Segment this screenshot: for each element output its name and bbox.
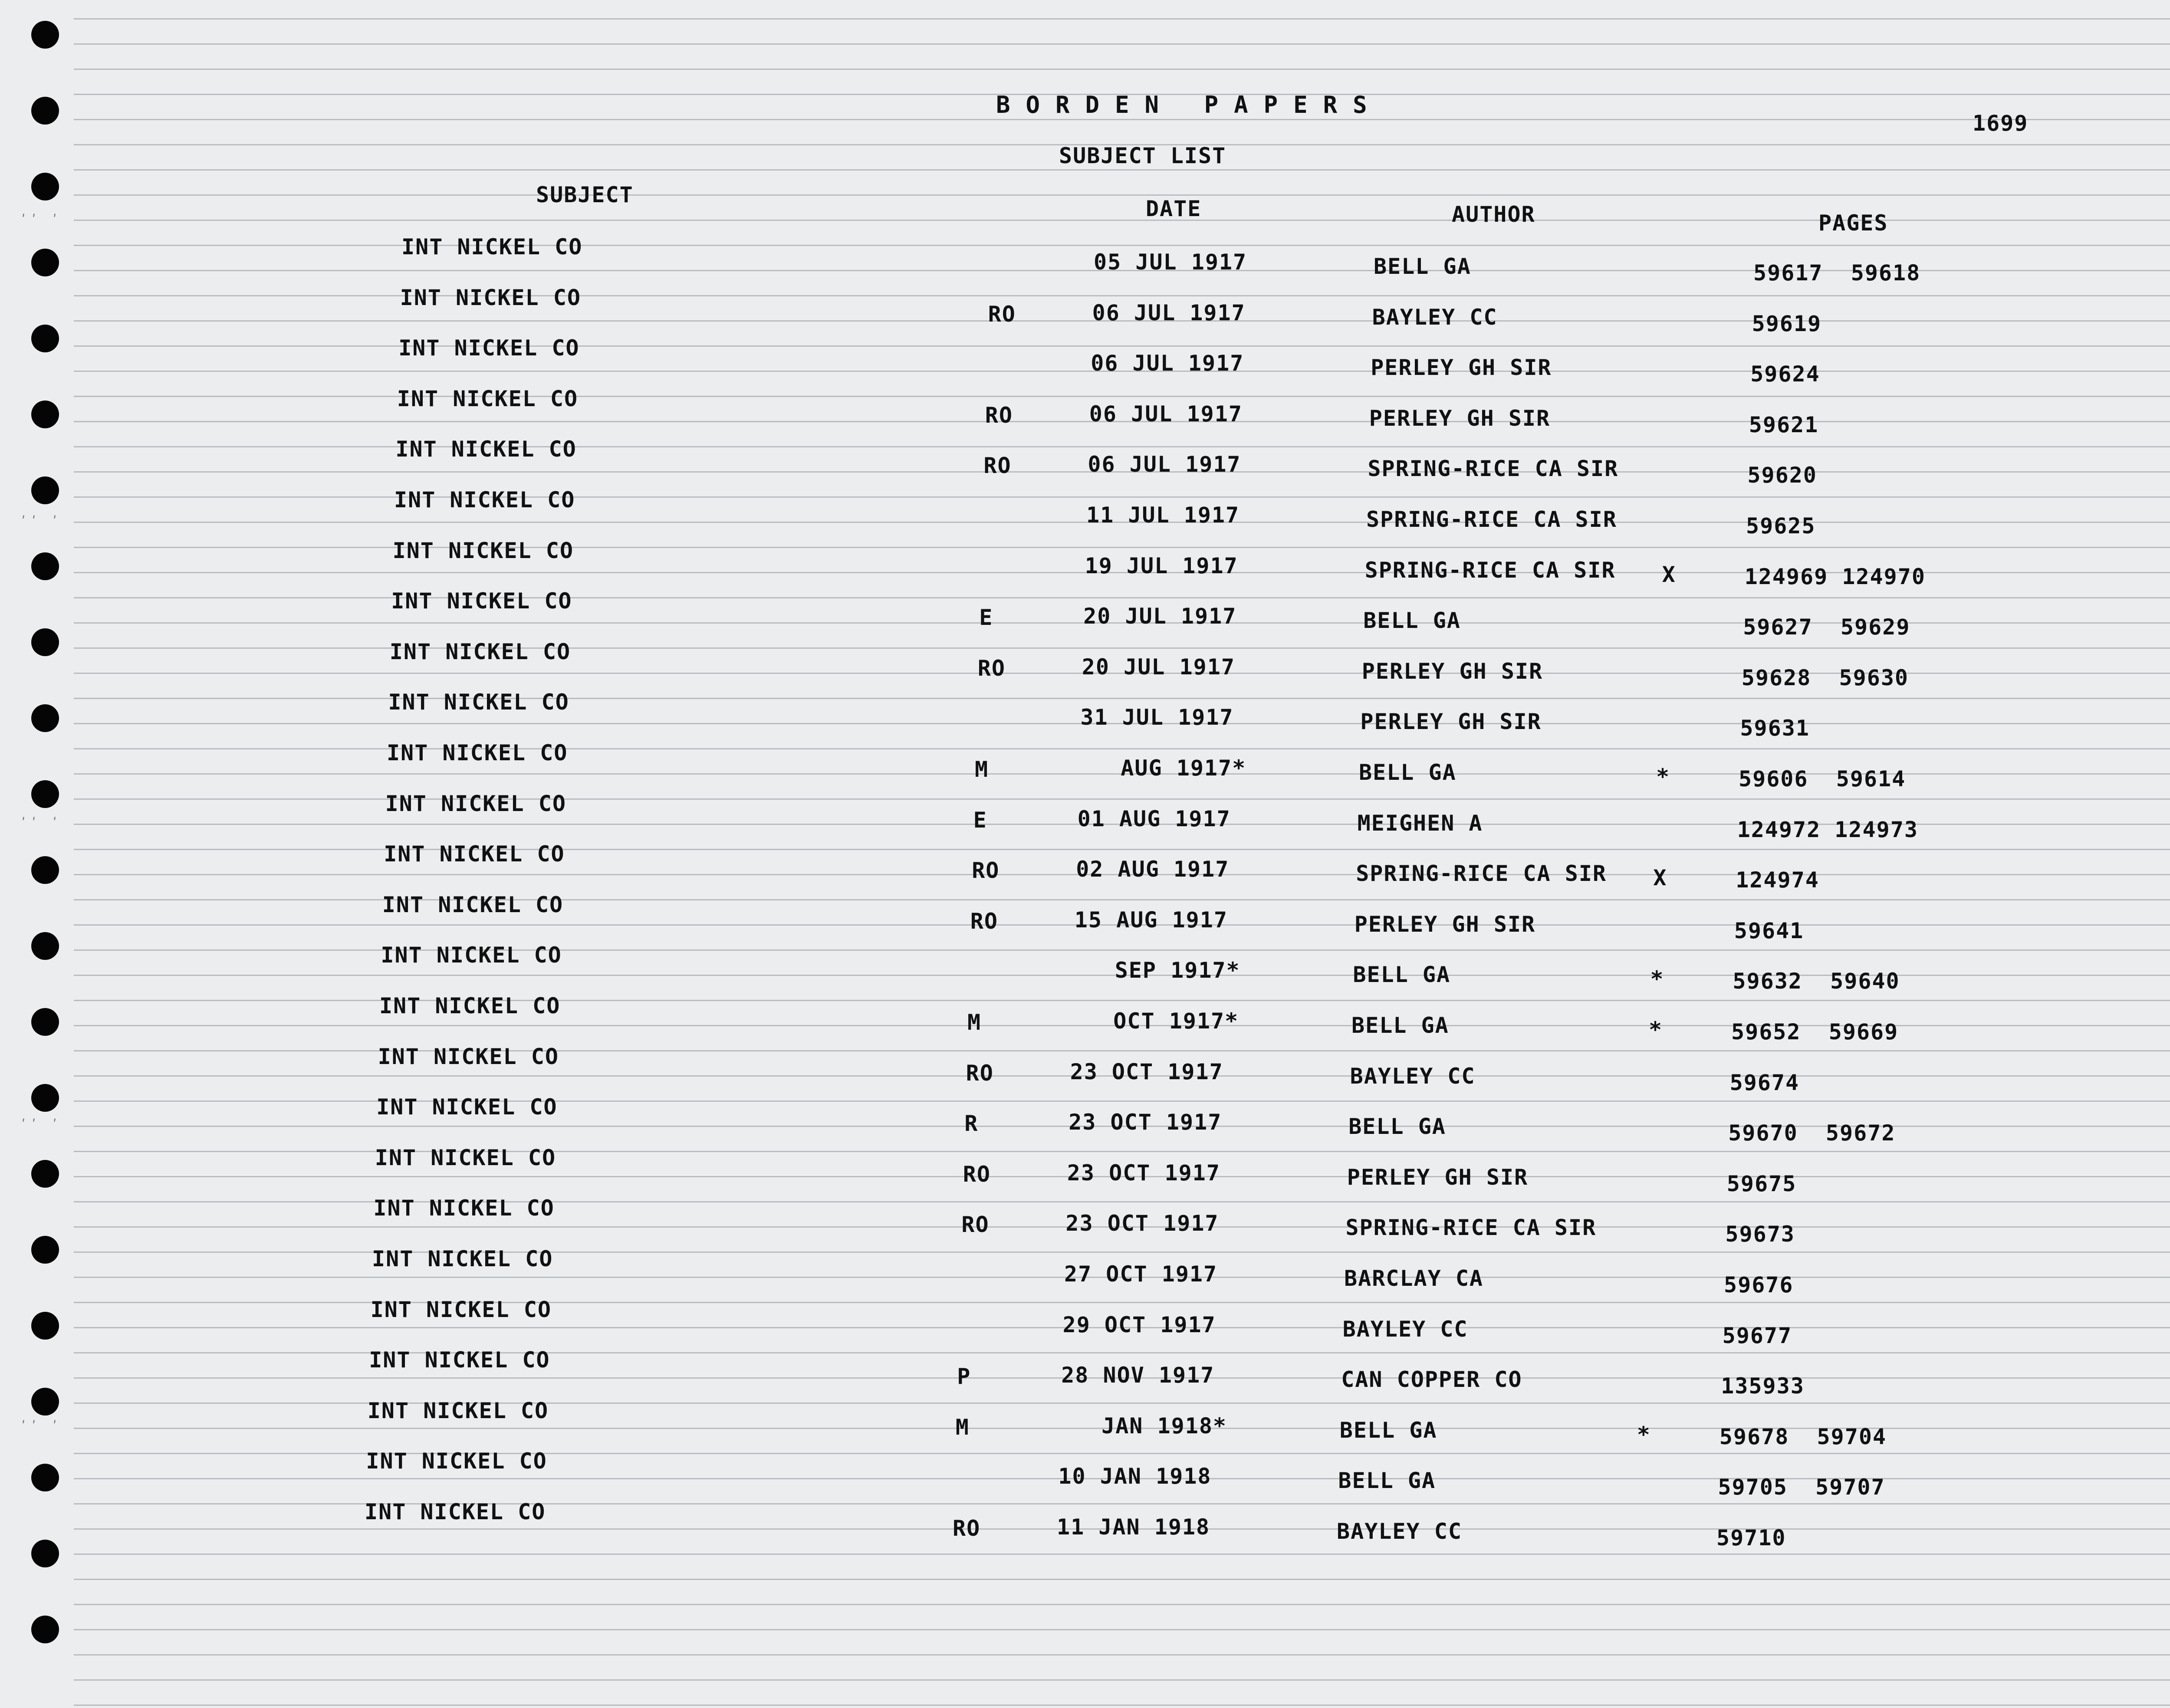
row-subject: INT NICKEL CO: [372, 1246, 553, 1271]
row-author: BAYLEY CC: [1337, 1519, 1462, 1544]
row-author: BAYLEY CC: [1372, 304, 1498, 330]
left-feed-hole: [31, 1160, 59, 1188]
row-subject: INT NICKEL CO: [376, 1094, 558, 1120]
row-pages: 59631: [1740, 716, 1810, 741]
row-subject: INT NICKEL CO: [398, 335, 580, 361]
row-date: 28 NOV 1917: [1061, 1363, 1215, 1388]
left-feed-hole: [31, 1084, 59, 1112]
row-type-code: RO: [985, 402, 1013, 428]
row-author: SPRING-RICE CA SIR: [1345, 1215, 1597, 1241]
paper-stripe: [74, 547, 2170, 548]
row-subject: INT NICKEL CO: [366, 1449, 547, 1474]
row-subject: INT NICKEL CO: [373, 1196, 555, 1221]
column-header-author: AUTHOR: [1452, 202, 1535, 227]
paper-stripe: [74, 1604, 2170, 1605]
left-feed-hole: [31, 780, 59, 808]
paper-stripe: [74, 1705, 2170, 1706]
row-date: 11 JUL 1917: [1086, 503, 1240, 528]
row-type-code: RO: [970, 908, 999, 934]
document-title: BORDEN PAPERS: [996, 91, 1383, 118]
row-author: PERLEY GH SIR: [1347, 1164, 1529, 1190]
paper-stripe: [74, 119, 2170, 120]
row-pages: 59674: [1729, 1070, 1800, 1095]
paper-stripe: [74, 446, 2170, 447]
page-number: 1699: [1973, 111, 2029, 136]
row-date: 23 OCT 1917: [1069, 1110, 1222, 1135]
row-date: 27 OCT 1917: [1064, 1261, 1218, 1287]
left-feed-hole: [31, 704, 59, 732]
row-author: PERLEY GH SIR: [1369, 405, 1551, 431]
row-author: CAN COPPER CO: [1341, 1367, 1522, 1393]
row-date: 01 AUG 1917: [1077, 806, 1231, 831]
row-date: 06 JUL 1917: [1089, 401, 1243, 427]
row-pages: 59606 59614: [1739, 766, 1906, 792]
row-subject: INT NICKEL CO: [394, 487, 575, 512]
row-subject: INT NICKEL CO: [391, 588, 572, 614]
row-pages: 59627 59629: [1743, 614, 1910, 640]
row-date: 10 JAN 1918: [1058, 1464, 1212, 1489]
perforation-tick: ʹʹ ʹ: [20, 213, 62, 228]
row-date: 31 JUL 1917: [1080, 705, 1234, 730]
row-subject: INT NICKEL CO: [379, 993, 561, 1018]
paper-stripe: [74, 1629, 2170, 1630]
row-date: 23 OCT 1917: [1065, 1211, 1219, 1236]
row-subject: INT NICKEL CO: [400, 285, 581, 310]
column-header-pages: PAGES: [1818, 210, 1888, 236]
row-type-code: RO: [961, 1212, 990, 1238]
paper-stripe: [74, 647, 2170, 649]
row-author: PERLEY GH SIR: [1360, 709, 1542, 735]
left-feed-hole: [31, 97, 59, 125]
paper-stripe: [74, 1679, 2170, 1681]
row-subject: INT NICKEL CO: [369, 1347, 550, 1373]
row-pages: 59625: [1746, 513, 1816, 539]
left-feed-hole: [31, 1464, 59, 1491]
row-author: PERLEY GH SIR: [1371, 355, 1552, 381]
row-flag: *: [1649, 1017, 1663, 1042]
row-author: BELL GA: [1339, 1417, 1437, 1443]
row-author: PERLEY GH SIR: [1354, 911, 1536, 937]
left-feed-hole: [31, 1388, 59, 1416]
row-date: OCT 1917*: [1072, 1008, 1239, 1034]
row-type-code: P: [957, 1364, 971, 1389]
left-feed-hole: [31, 856, 59, 884]
left-feed-hole: [31, 249, 59, 276]
paper-stripe: [74, 169, 2170, 171]
row-pages: 59652 59669: [1731, 1019, 1899, 1045]
row-pages: 59670 59672: [1728, 1120, 1896, 1146]
paper-stripe: [74, 18, 2170, 20]
row-pages: 59678 59704: [1719, 1424, 1887, 1449]
row-subject: INT NICKEL CO: [370, 1297, 552, 1322]
row-pages: 59624: [1750, 361, 1820, 387]
row-date: 06 JUL 1917: [1091, 351, 1244, 376]
left-feed-hole: [31, 476, 59, 504]
row-type-code: RO: [972, 858, 1000, 884]
row-subject: INT NICKEL CO: [367, 1398, 549, 1423]
paper-stripe: [74, 396, 2170, 397]
perforation-tick: ʹʹ ʹ: [20, 514, 62, 529]
row-author: BELL GA: [1353, 962, 1451, 988]
column-header-date: DATE: [1146, 196, 1202, 221]
row-date: 06 JUL 1917: [1092, 300, 1246, 325]
left-feed-hole: [31, 21, 59, 49]
row-author: BARCLAY CA: [1344, 1266, 1484, 1291]
left-feed-hole: [31, 173, 59, 200]
row-author: BAYLEY CC: [1342, 1316, 1468, 1342]
row-subject: INT NICKEL CO: [397, 386, 579, 411]
row-type-code: E: [979, 605, 993, 631]
row-pages: 135933: [1721, 1373, 1805, 1399]
left-feed-hole: [31, 325, 59, 352]
row-subject: INT NICKEL CO: [395, 437, 577, 462]
row-author: SPRING-RICE CA SIR: [1366, 507, 1617, 532]
row-type-code: E: [973, 807, 987, 833]
paper-stripe: [74, 597, 2170, 598]
row-subject: INT NICKEL CO: [381, 943, 562, 968]
paper-stripe: [74, 295, 2170, 296]
row-date: AUG 1917*: [1079, 755, 1246, 781]
left-feed-hole: [31, 1008, 59, 1036]
row-date: 02 AUG 1917: [1076, 857, 1230, 882]
row-author: SPRING-RICE CA SIR: [1368, 456, 1619, 482]
row-author: BELL GA: [1348, 1114, 1446, 1140]
column-header-subject: SUBJECT: [536, 182, 634, 207]
left-feed-hole: [31, 628, 59, 656]
row-pages: 59675: [1726, 1171, 1797, 1196]
row-pages: 59617 59618: [1753, 260, 1921, 286]
row-pages: 124974: [1736, 867, 1819, 893]
row-pages: 59677: [1722, 1323, 1792, 1348]
row-author: SPRING-RICE CA SIR: [1356, 861, 1607, 887]
row-author: BELL GA: [1359, 760, 1457, 785]
row-subject: INT NICKEL CO: [378, 1044, 559, 1069]
row-pages: 59628 59630: [1741, 665, 1909, 690]
row-pages: 59632 59640: [1733, 969, 1900, 994]
row-date: 06 JUL 1917: [1088, 452, 1241, 477]
row-subject: INT NICKEL CO: [365, 1499, 546, 1524]
row-date: 11 JAN 1918: [1057, 1514, 1210, 1540]
row-pages: 59676: [1724, 1272, 1794, 1297]
paper-stripe: [74, 1554, 2170, 1555]
row-date: 15 AUG 1917: [1074, 907, 1228, 933]
row-subject: INT NICKEL CO: [387, 740, 568, 765]
paper-stripe: [74, 245, 2170, 246]
row-type-code: RO: [988, 301, 1016, 327]
left-feed-hole: [31, 932, 59, 960]
row-type-code: RO: [953, 1516, 981, 1541]
row-subject: INT NICKEL CO: [385, 791, 566, 816]
row-pages: 59619: [1752, 311, 1822, 336]
row-date: 23 OCT 1917: [1067, 1160, 1220, 1186]
row-subject: INT NICKEL CO: [392, 538, 574, 563]
paper-stripe: [74, 345, 2170, 347]
row-pages: 124972 124973: [1737, 817, 1918, 842]
left-feed-hole: [31, 552, 59, 580]
paper-stripe: [74, 1579, 2170, 1580]
row-author: BELL GA: [1363, 608, 1461, 634]
row-flag: *: [1656, 764, 1670, 789]
paper-stripe: [74, 69, 2170, 70]
left-feed-hole: [31, 1236, 59, 1264]
row-author: PERLEY GH SIR: [1361, 658, 1543, 684]
paper-stripe: [74, 496, 2170, 498]
row-pages: 59641: [1734, 918, 1804, 943]
row-type-code: R: [964, 1111, 979, 1136]
row-author: BELL GA: [1351, 1013, 1449, 1038]
perforation-tick: ʹʹ ʹ: [20, 1419, 62, 1434]
row-type-code: RO: [977, 655, 1006, 681]
row-pages: 59673: [1725, 1222, 1795, 1247]
row-author: BAYLEY CC: [1350, 1063, 1476, 1089]
row-date: 29 OCT 1917: [1062, 1312, 1216, 1337]
row-flag: *: [1637, 1422, 1651, 1447]
row-type-code: RO: [963, 1161, 991, 1187]
perforation-tick: ʹʹ ʹ: [20, 1117, 62, 1133]
row-date: SEP 1917*: [1073, 958, 1240, 983]
row-flag: X: [1653, 865, 1667, 891]
row-subject: INT NICKEL CO: [384, 841, 565, 867]
row-pages: 59620: [1747, 463, 1817, 488]
list-subtitle: SUBJECT LIST: [1059, 143, 1226, 168]
row-date: 20 JUL 1917: [1083, 604, 1237, 629]
left-feed-hole: [31, 1540, 59, 1567]
row-pages: 59705 59707: [1718, 1475, 1885, 1500]
left-feed-hole: [31, 1616, 59, 1643]
row-author: BELL GA: [1338, 1468, 1436, 1494]
row-date: 05 JUL 1917: [1094, 250, 1247, 275]
row-subject: INT NICKEL CO: [401, 234, 583, 259]
row-author: MEIGHEN A: [1357, 810, 1483, 836]
row-type-code: RO: [983, 453, 1012, 479]
row-author: BELL GA: [1374, 254, 1471, 279]
left-feed-hole: [31, 1312, 59, 1340]
perforation-tick: ʹʹ ʹ: [20, 816, 62, 831]
row-pages: 124969 124970: [1744, 564, 1926, 589]
row-subject: INT NICKEL CO: [389, 639, 571, 664]
row-flag: X: [1662, 562, 1676, 587]
row-author: SPRING-RICE CA SIR: [1364, 557, 1616, 583]
paper-stripe: [74, 1654, 2170, 1655]
row-date: 19 JUL 1917: [1085, 553, 1238, 578]
row-pages: 59710: [1716, 1525, 1786, 1550]
row-subject: INT NICKEL CO: [388, 690, 569, 715]
row-type-code: RO: [966, 1060, 994, 1086]
left-feed-hole: [31, 401, 59, 428]
row-date: JAN 1918*: [1059, 1413, 1227, 1439]
row-subject: INT NICKEL CO: [382, 892, 564, 917]
row-type-code: M: [955, 1414, 970, 1440]
row-type-code: M: [967, 1010, 982, 1035]
row-date: 23 OCT 1917: [1070, 1059, 1223, 1084]
row-type-code: M: [975, 757, 989, 782]
row-pages: 59621: [1749, 412, 1819, 437]
row-date: 20 JUL 1917: [1082, 654, 1235, 680]
row-subject: INT NICKEL CO: [375, 1145, 556, 1170]
row-flag: *: [1650, 966, 1664, 992]
paper-stripe: [74, 43, 2170, 45]
paper-stripe: [74, 194, 2170, 196]
